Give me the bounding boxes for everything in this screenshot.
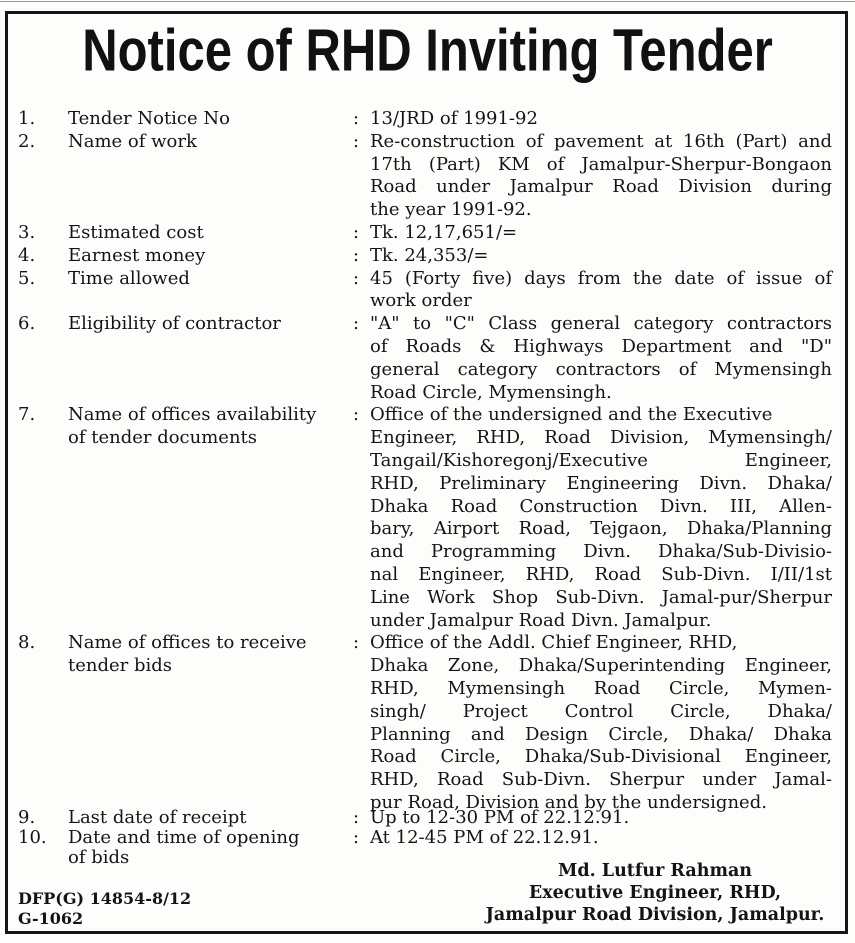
dfp-reference: DFP(G) 14854-8/12 bbox=[18, 889, 192, 908]
item-label bbox=[68, 245, 350, 268]
item-label bbox=[68, 313, 350, 404]
item-value bbox=[370, 245, 832, 268]
item-value-line: Tk. 12,17,651/= bbox=[370, 221, 518, 243]
item-value-line: RHD, Preliminary Engineering Divn. Dhaka/ bbox=[370, 472, 832, 494]
item-value-line: pur Road, Division and by the undersigned. bbox=[370, 791, 767, 813]
tender-item bbox=[18, 808, 832, 828]
tender-item bbox=[18, 222, 832, 245]
item-value-line: Dhaka Road Construction Divn. III, Allen- bbox=[370, 495, 832, 517]
item-value-line: Planning and Design Circle, Dhaka/ Dhaka bbox=[370, 723, 832, 745]
item-value-line: Road under Jamalpur Road Division during bbox=[370, 176, 832, 198]
item-value-line: bary, Airport Road, Tejgaon, Dhaka/Planning bbox=[370, 518, 832, 540]
item-value-line: Line Work Shop Sub-Divn. Jamal-pur/Sherpur bbox=[370, 586, 832, 608]
item-value-line: At 12-45 PM of 22.12.91. bbox=[370, 826, 599, 848]
item-label bbox=[68, 404, 350, 632]
tender-item bbox=[18, 108, 832, 131]
item-value-line: 17th (Part) KM of Jamalpur-Sherpur-Bongaon bbox=[370, 153, 832, 175]
signatory-name: Md. Lutfur Rahman bbox=[557, 861, 753, 881]
item-label bbox=[68, 632, 350, 814]
item-label-line: Last date of receipt bbox=[68, 806, 247, 828]
item-number: 8. bbox=[18, 632, 36, 654]
item-label bbox=[68, 108, 350, 131]
govt-code: G-1062 bbox=[18, 909, 84, 928]
item-label bbox=[68, 808, 350, 828]
item-separator: : bbox=[353, 826, 360, 848]
item-label-line: Tender Notice No bbox=[68, 108, 230, 129]
item-number: 2. bbox=[18, 130, 36, 152]
item-separator: : bbox=[353, 221, 360, 243]
item-value-line: the year 1991-92. bbox=[370, 199, 532, 221]
item-separator: : bbox=[353, 313, 360, 335]
item-value-line: 45 (Forty five) days from the date of issue of bbox=[370, 267, 832, 289]
item-value-line: Office of the Addl. Chief Engineer, RHD, bbox=[370, 632, 738, 654]
item-number: 6. bbox=[18, 313, 36, 335]
item-separator: : bbox=[353, 130, 360, 152]
item-label-line: of tender documents bbox=[68, 427, 258, 449]
item-value-line: 13/JRD of 1991-92 bbox=[370, 108, 538, 129]
item-label-line: of bids bbox=[68, 846, 130, 868]
item-label-line: Name of work bbox=[68, 130, 197, 152]
item-number: 5. bbox=[18, 267, 36, 289]
item-separator: : bbox=[353, 244, 360, 266]
item-separator: : bbox=[353, 806, 360, 828]
item-value-line: Tangail/Kishoregonj/Executive Engineer, bbox=[370, 449, 832, 471]
item-separator: : bbox=[353, 404, 360, 426]
item-value-line: general category contractors of Mymensingh bbox=[370, 358, 832, 380]
signatory-designation: Executive Engineer, RHD, bbox=[528, 883, 782, 903]
item-value bbox=[370, 108, 832, 131]
item-label bbox=[68, 222, 350, 245]
item-value bbox=[370, 268, 832, 314]
item-value-line: singh/ Project Control Circle, Dhaka/ bbox=[370, 700, 832, 722]
item-value-line: "A" to "C" Class general category contractors bbox=[370, 313, 832, 335]
item-label-line: Name of offices to receive bbox=[68, 632, 307, 654]
item-value bbox=[370, 222, 832, 245]
item-value-line: Engineer, RHD, Road Division, Mymensingh/ bbox=[370, 427, 832, 449]
item-separator: : bbox=[353, 632, 360, 654]
tender-item bbox=[18, 131, 832, 222]
item-number: 4. bbox=[18, 244, 36, 266]
tender-item bbox=[18, 268, 832, 314]
item-value-line: Office of the undersigned and the Executive bbox=[370, 404, 773, 426]
item-value bbox=[370, 404, 832, 632]
tender-item bbox=[18, 245, 832, 268]
item-label-line: Estimated cost bbox=[68, 221, 204, 243]
signatory-office: Jamalpur Road Division, Jamalpur. bbox=[485, 905, 825, 925]
item-label-line: Earnest money bbox=[68, 244, 206, 266]
item-value-line: work order bbox=[370, 290, 472, 312]
item-number: 10. bbox=[18, 826, 47, 848]
item-label bbox=[68, 828, 350, 868]
item-value-line: Road Circle, Mymensingh. bbox=[370, 381, 612, 403]
item-value bbox=[370, 808, 832, 828]
item-value bbox=[370, 632, 832, 814]
item-label bbox=[68, 131, 350, 222]
item-number: 1. bbox=[18, 108, 36, 129]
item-label-line: Date and time of opening bbox=[68, 826, 300, 848]
item-value-line: and Programming Divn. Dhaka/Sub-Divisio- bbox=[370, 541, 832, 563]
item-value-line: Dhaka Zone, Dhaka/Superintending Engineer, bbox=[370, 655, 832, 677]
item-number: 9. bbox=[18, 806, 36, 828]
item-separator: : bbox=[353, 267, 360, 289]
reference-block bbox=[18, 889, 191, 929]
item-value-line: under Jamalpur Road Divn. Jamalpur. bbox=[370, 609, 712, 631]
item-label-line: tender bids bbox=[68, 655, 173, 677]
item-value-line: RHD, Mymensingh Road Circle, Mymen- bbox=[370, 677, 832, 699]
item-label-line: Name of offices availability bbox=[68, 404, 317, 426]
item-separator: : bbox=[353, 108, 360, 129]
tender-item bbox=[18, 313, 832, 404]
item-number: 7. bbox=[18, 404, 36, 426]
signature-block bbox=[470, 860, 840, 926]
item-value-line: RHD, Road Sub-Divn. Sherpur under Jamal- bbox=[370, 769, 832, 791]
tender-item bbox=[18, 632, 832, 814]
tender-details-list bbox=[18, 108, 832, 868]
item-label-line: Eligibility of contractor bbox=[68, 313, 281, 335]
page-edge-rule bbox=[0, 1, 855, 2]
item-value-line: of Roads & Highways Department and "D" bbox=[370, 335, 832, 357]
item-value bbox=[370, 131, 832, 222]
item-value-line: Up to 12-30 PM of 22.12.91. bbox=[370, 806, 630, 828]
item-value bbox=[370, 313, 832, 404]
item-value-line: nal Engineer, RHD, Road Sub-Divn. I/II/1st bbox=[370, 563, 832, 585]
item-value-line: Re-construction of pavement at 16th (Part) and bbox=[370, 130, 832, 152]
item-label bbox=[68, 268, 350, 314]
item-value-line: Tk. 24,353/= bbox=[370, 244, 489, 266]
item-number: 3. bbox=[18, 221, 36, 243]
item-label-line: Time allowed bbox=[68, 267, 190, 289]
tender-item bbox=[18, 404, 832, 632]
item-value-line: Road Circle, Dhaka/Sub-Divisional Engineer, bbox=[370, 746, 832, 768]
notice-title: Notice of RHD Inviting Tender bbox=[82, 18, 773, 85]
